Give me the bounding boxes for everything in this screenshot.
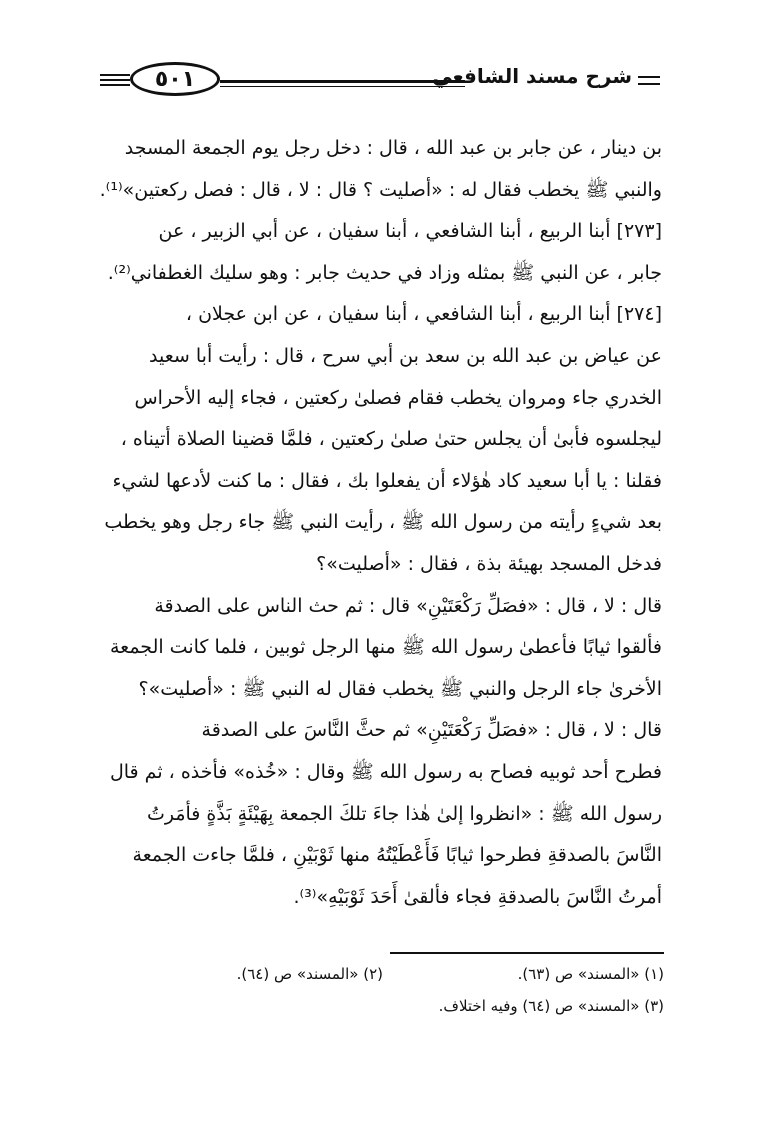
text-line: الخدري جاء ومروان يخطب فقام فصلىٰ ركعتين ، فجاء إليه الأحراس bbox=[134, 386, 662, 409]
text-line: الأخرىٰ جاء الرجل والنبي ﷺ يخطب فقال له النبي ﷺ : «أصليت»؟ bbox=[138, 677, 662, 700]
text-line: بن دينار ، عن جابر بن عبد الله ، قال : دخل رجل يوم الجمعة المسجد bbox=[124, 137, 662, 159]
header-tick-1 bbox=[638, 76, 660, 78]
header-tick-2 bbox=[638, 83, 660, 85]
text-line: فدخل المسجد بهيئة بذة ، فقال : «أصليت»؟ bbox=[316, 552, 662, 575]
header-rule-main bbox=[220, 80, 465, 83]
page-number: ٥٠١ bbox=[130, 62, 220, 96]
text-line: فقلنا : يا أبا سعيد كاد هٰؤلاء أن يفعلوا بك ، فقال : ما كنت لأدعها لشيء bbox=[112, 469, 662, 492]
text-line: ليجلسوه فأبىٰ أن يجلس حتىٰ صلىٰ ركعتين ، فلمَّا قضينا الصلاة أتيناه ، bbox=[120, 428, 662, 451]
footnote-row bbox=[102, 958, 664, 990]
text-line: رسول الله ﷺ : «انظروا إلىٰ هٰذا جاءَ تلكَ الجمعة بِهَيْئَةٍ بَذَّةٍ فأمَرتُ bbox=[146, 802, 662, 825]
header-rule-left bbox=[100, 74, 130, 76]
text-line: جابر ، عن النبي ﷺ بمثله وزاد في حديث جابر : وهو سليك الغطفاني⁽²⁾. bbox=[107, 261, 662, 284]
text-line: [٢٧٤] أبنا الربيع ، أبنا الشافعي ، أبنا سفيان ، عن ابن عجلان ، bbox=[185, 303, 662, 326]
text-line: فطرح أحد ثوبيه فصاح به رسول الله ﷺ وقال : «خُذه» فأخذه ، ثم قال bbox=[109, 760, 662, 783]
text-line: قال : لا ، قال : «فصَلِّ رَكْعَتَيْنِ» قال : ثم حث الناس على الصدقة bbox=[154, 594, 662, 617]
text-line: [٢٧٣] أبنا الربيع ، أبنا الشافعي ، أبنا سفيان ، عن أبي الزبير ، عن bbox=[158, 220, 662, 243]
page-header bbox=[100, 60, 660, 100]
text-line: النَّاسَ بالصدقةِ فطرحوا ثيابًا فَأَعْطَيْتُهُ منها ثَوْبَيْنِ ، فلمَّا جاءت الجمعة bbox=[132, 844, 662, 867]
main-text bbox=[99, 128, 662, 918]
running-title: شرح مسند الشافعي bbox=[432, 64, 632, 88]
header-rule-main-thin bbox=[220, 86, 465, 87]
text-line: بعد شيءٍ رأيته من رسول الله ﷺ ، رأيت النبي ﷺ جاء رجل وهو يخطب bbox=[104, 511, 662, 534]
text-line: قال : لا ، قال : «فصَلِّ رَكْعَتَيْنِ» ثم حثَّ النَّاسَ على الصدقة bbox=[201, 719, 662, 742]
footnote-separator bbox=[390, 952, 664, 954]
footnote-1: (١) «المسند» ص (٦٣). bbox=[517, 965, 664, 983]
text-line: والنبي ﷺ يخطب فقال له : «أصليت ؟ قال : لا ، قال : فصل ركعتين»⁽¹⁾. bbox=[99, 178, 662, 201]
header-rule-left-3 bbox=[100, 84, 130, 86]
text-line: أمرتُ النَّاسَ بالصدقةِ فجاء فألقىٰ أَحَدَ ثَوْبَيْهِ»⁽³⁾. bbox=[293, 885, 662, 908]
header-rule-left-2 bbox=[100, 79, 130, 81]
footnote-3: (٣) «المسند» ص (٦٤) وفيه اختلاف. bbox=[438, 997, 664, 1015]
text-line: عن عياض بن عبد الله بن سعد بن أبي سرح ، قال : رأيت أبا سعيد bbox=[149, 344, 662, 367]
footnotes bbox=[102, 958, 664, 1022]
footnote-2: (٢) «المسند» ص (٦٤). bbox=[236, 965, 383, 983]
footnote-row bbox=[102, 990, 664, 1022]
text-line: فألقوا ثيابًا فأعطىٰ رسول الله ﷺ منها الرجل ثوبين ، فلما كانت الجمعة bbox=[109, 636, 662, 659]
